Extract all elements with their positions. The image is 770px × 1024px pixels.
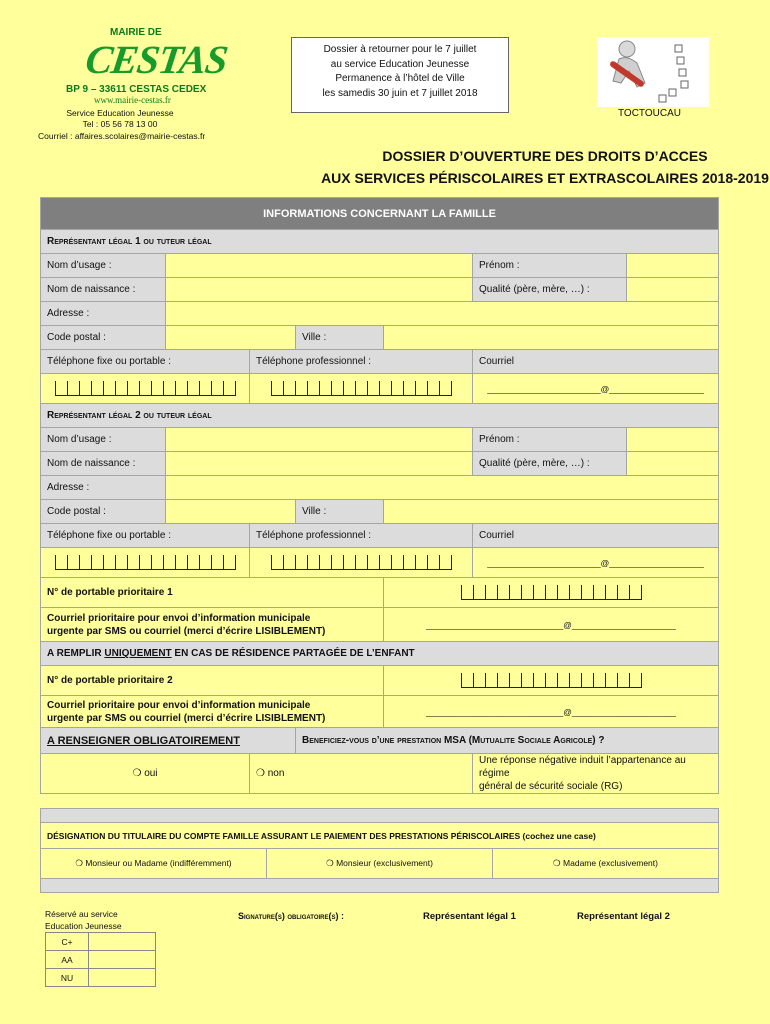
priority1-courriel-line: Courriel prioritaire pour envoi d’information municipale bbox=[47, 612, 311, 624]
rep2-qualite-label: Qualité (père, mère, …) : bbox=[473, 452, 627, 476]
account-opt3[interactable] bbox=[493, 849, 719, 879]
code-value-field[interactable] bbox=[89, 933, 156, 951]
shared-suffix: EN CAS DE RÉSIDENCE PARTAGÉE DE L’ENFANT bbox=[171, 648, 415, 659]
priority1-portable-boxes[interactable] bbox=[384, 578, 719, 608]
priority1-email-field[interactable]: _____________________________@______________________ bbox=[384, 608, 719, 642]
account-opt3-label: Madame (exclusivement) bbox=[563, 858, 658, 868]
code-cell: AA bbox=[46, 951, 89, 969]
rep2-tel-fixe-label: Téléphone fixe ou portable : bbox=[41, 524, 250, 548]
rep2-qualite-field[interactable] bbox=[627, 452, 719, 476]
rep1-qualite-field[interactable] bbox=[627, 278, 719, 302]
signature-rep2[interactable]: Représentant légal 2 bbox=[577, 911, 670, 922]
signature-rep1[interactable]: Représentant légal 1 bbox=[423, 911, 516, 922]
rep1-prenom-field[interactable] bbox=[627, 254, 719, 278]
rep1-code-postal-field[interactable] bbox=[166, 326, 296, 350]
rep1-courriel-label: Courriel bbox=[473, 350, 719, 374]
rep2-tel-pro-label: Téléphone professionnel : bbox=[250, 524, 473, 548]
msa-oui-option[interactable] bbox=[41, 754, 250, 794]
priority1-portable-label: N° de portable prioritaire 1 bbox=[41, 578, 384, 608]
radio-icon[interactable]: ❍ bbox=[553, 858, 561, 868]
priority2-portable-label: N° de portable prioritaire 2 bbox=[41, 666, 384, 696]
checklist-illustration bbox=[597, 37, 709, 107]
rep2-tel-pro-boxes[interactable] bbox=[250, 548, 473, 578]
rep1-code-postal-label: Code postal : bbox=[41, 326, 166, 350]
rep1-nom-usage-field[interactable] bbox=[166, 254, 473, 278]
rep2-title: Représentant légal 2 ou tuteur légal bbox=[41, 404, 719, 428]
msa-mandatory-label: A RENSEIGNER OBLIGATOIREMENT bbox=[41, 728, 296, 754]
reserved-line: Réservé au service bbox=[45, 909, 118, 919]
msa-question: Beneficiez-vous d’une prestation MSA (Mutualite Sociale Agricole) ? bbox=[296, 728, 719, 754]
radio-icon[interactable]: ❍ bbox=[256, 768, 265, 779]
code-value-field[interactable] bbox=[89, 969, 156, 987]
signatures-label: Signature(s) obligatoire(s) : bbox=[238, 911, 344, 921]
service-email: Courriel : affaires.scolaires@mairie-cestas.fr bbox=[38, 131, 206, 141]
priority1-courriel-label bbox=[41, 608, 384, 642]
reserved-table bbox=[45, 932, 156, 987]
shared-residence-title bbox=[41, 642, 719, 666]
rep1-ville-label: Ville : bbox=[296, 326, 384, 350]
msa-non-option[interactable] bbox=[250, 754, 473, 794]
rep1-nom-naissance-field[interactable] bbox=[166, 278, 473, 302]
priority2-courriel-label bbox=[41, 696, 384, 728]
msa-note-line: général de sécurité sociale (RG) bbox=[479, 781, 623, 792]
priority1-courriel-line: urgente par SMS ou courriel (merci d’écrire LISIBLEMENT) bbox=[47, 625, 326, 637]
rep1-tel-pro-boxes[interactable] bbox=[250, 374, 473, 404]
msa-note bbox=[473, 754, 719, 794]
toctoucau-label: TOCTOUCAU bbox=[618, 108, 681, 119]
rep2-prenom-label: Prénom : bbox=[473, 428, 627, 452]
rep1-title: Représentant légal 1 ou tuteur légal bbox=[41, 230, 719, 254]
account-opt2-label: Monsieur (exclusivement) bbox=[336, 858, 433, 868]
family-info-table bbox=[40, 197, 719, 794]
mairie-label: MAIRIE DE bbox=[110, 27, 162, 38]
rep1-tel-fixe-label: Téléphone fixe ou portable : bbox=[41, 350, 250, 374]
cestas-logo: CESTAS bbox=[82, 37, 230, 82]
rep2-adresse-label: Adresse : bbox=[41, 476, 166, 500]
rep1-nom-usage-label: Nom d’usage : bbox=[41, 254, 166, 278]
rep1-tel-fixe-boxes[interactable] bbox=[41, 374, 250, 404]
rep1-tel-pro-label: Téléphone professionnel : bbox=[250, 350, 473, 374]
rep1-adresse-field[interactable] bbox=[166, 302, 719, 326]
notice-line: Permanence à l’hôtel de Ville bbox=[335, 73, 465, 84]
rep2-ville-field[interactable] bbox=[384, 500, 719, 524]
rep2-nom-usage-field[interactable] bbox=[166, 428, 473, 452]
priority2-courriel-line: Courriel prioritaire pour envoi d’information municipale bbox=[47, 699, 311, 711]
rep2-courriel-label: Courriel bbox=[473, 524, 719, 548]
radio-icon[interactable]: ❍ bbox=[132, 768, 142, 779]
msa-non-label: non bbox=[267, 768, 285, 779]
account-opt1-label: Monsieur ou Madame (indifféremment) bbox=[85, 858, 232, 868]
rep2-ville-label: Ville : bbox=[296, 500, 384, 524]
rep2-code-postal-field[interactable] bbox=[166, 500, 296, 524]
rep1-nom-naissance-label: Nom de naissance : bbox=[41, 278, 166, 302]
form-title-line2: AUX SERVICES PÉRISCOLAIRES ET EXTRASCOLAIRES 2018-2019 bbox=[321, 170, 769, 186]
rep1-qualite-label: Qualité (père, mère, …) : bbox=[473, 278, 627, 302]
priority2-portable-boxes[interactable] bbox=[384, 666, 719, 696]
radio-icon[interactable]: ❍ bbox=[75, 858, 83, 868]
rep1-prenom-label: Prénom : bbox=[473, 254, 627, 278]
rep2-email-field[interactable]: ________________________@____________________ bbox=[473, 548, 719, 578]
radio-icon[interactable]: ❍ bbox=[326, 858, 334, 868]
account-spacer bbox=[41, 879, 719, 893]
rep2-prenom-field[interactable] bbox=[627, 428, 719, 452]
code-cell: NU bbox=[46, 969, 89, 987]
notice-line: les samedis 30 juin et 7 juillet 2018 bbox=[322, 87, 478, 99]
priority2-courriel-line: urgente par SMS ou courriel (merci d’écrire LISIBLEMENT) bbox=[47, 712, 326, 724]
reserved-line: Education Jeunesse bbox=[45, 921, 122, 931]
msa-oui-label: oui bbox=[144, 768, 158, 779]
rep2-code-postal-label: Code postal : bbox=[41, 500, 166, 524]
rep2-adresse-field[interactable] bbox=[166, 476, 719, 500]
family-section-header: INFORMATIONS CONCERNANT LA FAMILLE bbox=[41, 198, 719, 230]
website: www.mairie-cestas.fr bbox=[94, 95, 171, 105]
shared-emphasis: UNIQUEMENT bbox=[104, 648, 172, 659]
msa-note-line: Une réponse négative induit l’appartenance au régime bbox=[479, 755, 686, 779]
service-tel: Tel : 05 56 78 13 00 bbox=[82, 119, 158, 129]
priority2-email-field[interactable]: _____________________________@______________________ bbox=[384, 696, 719, 728]
notice-line: Dossier à retourner pour le 7 juillet bbox=[323, 44, 477, 55]
rep2-nom-naissance-label: Nom de naissance : bbox=[41, 452, 166, 476]
account-title: DÉSIGNATION DU TITULAIRE DU COMPTE FAMILLE ASSURANT LE PAIEMENT DES PRESTATIONS PÉRISCOLAIRES (cochez une case) bbox=[41, 823, 719, 849]
service-name: Service Education Jeunesse bbox=[66, 108, 174, 118]
code-cell: C+ bbox=[46, 933, 89, 951]
code-value-field[interactable] bbox=[89, 951, 156, 969]
address: BP 9 – 33611 CESTAS CEDEX bbox=[66, 84, 207, 95]
account-opt2[interactable] bbox=[267, 849, 493, 879]
account-opt1[interactable] bbox=[41, 849, 267, 879]
account-spacer bbox=[41, 809, 719, 823]
rep2-nom-naissance-field[interactable] bbox=[166, 452, 473, 476]
reserved-label bbox=[45, 908, 122, 932]
account-holder-table bbox=[40, 808, 719, 893]
rep1-ville-field[interactable] bbox=[384, 326, 719, 350]
rep2-tel-fixe-boxes[interactable] bbox=[41, 548, 250, 578]
return-notice bbox=[291, 37, 509, 113]
rep2-nom-usage-label: Nom d’usage : bbox=[41, 428, 166, 452]
rep1-adresse-label: Adresse : bbox=[41, 302, 166, 326]
shared-prefix: A REMPLIR bbox=[47, 648, 105, 659]
form-title-line1: DOSSIER D’OUVERTURE DES DROITS D’ACCES bbox=[382, 148, 708, 164]
rep1-email-field[interactable]: ________________________@____________________ bbox=[473, 374, 719, 404]
notice-line: au service Education Jeunesse bbox=[330, 58, 470, 70]
